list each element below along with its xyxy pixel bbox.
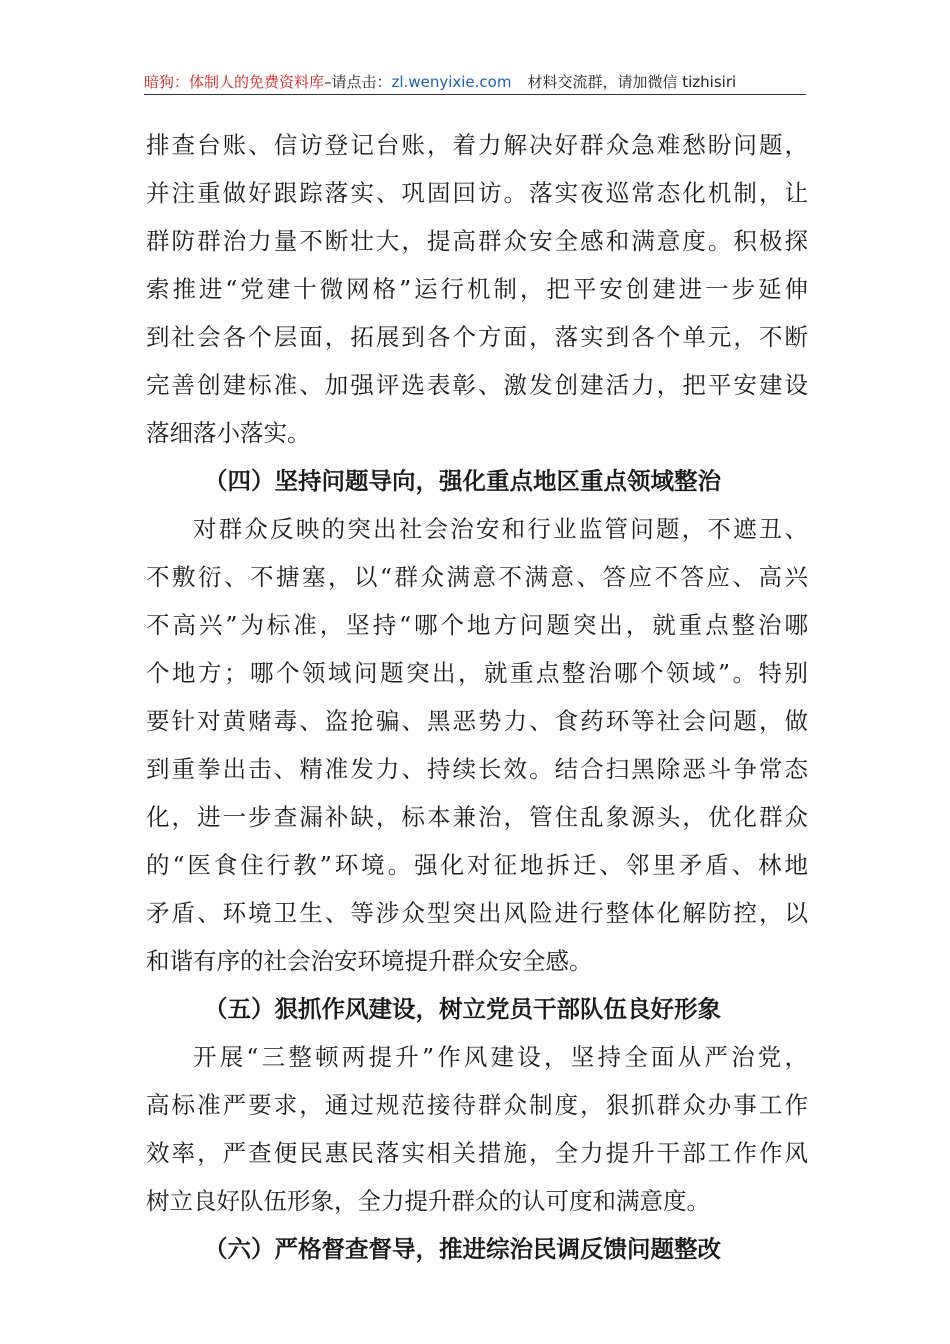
text-line: 索推进“党建十微网格”运行机制，把平安创建进一步延伸 <box>146 275 808 303</box>
document-header <box>144 70 806 95</box>
text-line: 完善创建标准、加强评选表彰、激发创建活力，把平安建设 <box>146 371 808 399</box>
header-group-note: 材料交流群，请加微信 tizhisiri <box>527 73 737 91</box>
text-line: 效率，严查便民惠民落实相关措施，全力提升干部工作作风 <box>146 1139 808 1167</box>
section-6-heading: （六）严格督查督导，推进综治民调反馈问题整改 <box>204 1235 721 1263</box>
section-4-paragraph <box>146 505 808 985</box>
text-line: 化，进一步查漏补缺，标本兼治，管住乱象源头，优化群众 <box>146 803 808 831</box>
document-body <box>146 121 808 1273</box>
paragraph-continued <box>146 121 808 457</box>
text-line: 树立良好队伍形象，全力提升群众的认可度和满意度。 <box>146 1187 710 1215</box>
text-line: 群防群治力量不断壮大，提高群众安全感和满意度。积极探 <box>146 227 808 255</box>
text-line: 个地方；哪个领域问题突出，就重点整治哪个领域”。特别 <box>146 659 808 687</box>
text-line: 排查台账、信访登记台账，着力解决好群众急难愁盼问题， <box>146 131 808 159</box>
text-line: 要针对黄赌毒、盗抢骗、黑恶势力、食药环等社会问题，做 <box>146 707 808 735</box>
section-5-paragraph <box>146 1033 808 1225</box>
header-site-name: 暗狗：体制人的免费资料库 <box>144 73 325 91</box>
text-line: 到社会各个层面，拓展到各个方面，落实到各个单元，不断 <box>146 323 808 351</box>
section-4-heading: （四）坚持问题导向，强化重点地区重点领域整治 <box>204 467 721 495</box>
text-line: 到重拳出击、精准发力、持续长效。结合扫黑除恶斗争常态 <box>146 755 808 783</box>
text-line: 矛盾、环境卫生、等涉众型突出风险进行整体化解防控，以 <box>146 899 808 927</box>
text-line: 不敷衍、不搪塞，以“群众满意不满意、答应不答应、高兴 <box>146 563 808 591</box>
text-line: 高标准严要求，通过规范接待群众制度，狠抓群众办事工作 <box>146 1091 808 1119</box>
text-line: 和谐有序的社会治安环境提升群众安全感。 <box>146 947 593 975</box>
text-line: 的“医食住行教”环境。强化对征地拆迁、邻里矛盾、林地 <box>146 851 808 879</box>
section-5-heading: （五）狠抓作风建设，树立党员干部队伍良好形象 <box>204 995 721 1023</box>
text-line: 落细落小落实。 <box>146 419 311 447</box>
text-line: 并注重做好跟踪落实、巩固回访。落实夜巡常态化机制，让 <box>146 179 808 207</box>
text-line: 不高兴”为标准，坚持“哪个地方问题突出，就重点整治哪 <box>146 611 808 639</box>
text-line: 开展“三整顿两提升”作风建设，坚持全面从严治党， <box>193 1043 808 1071</box>
text-line: 对群众反映的突出社会治安和行业监管问题，不遮丑、 <box>193 515 808 543</box>
header-url-link[interactable]: zl.wenyixie.com <box>391 73 512 91</box>
header-prompt: –请点击： <box>324 73 392 91</box>
